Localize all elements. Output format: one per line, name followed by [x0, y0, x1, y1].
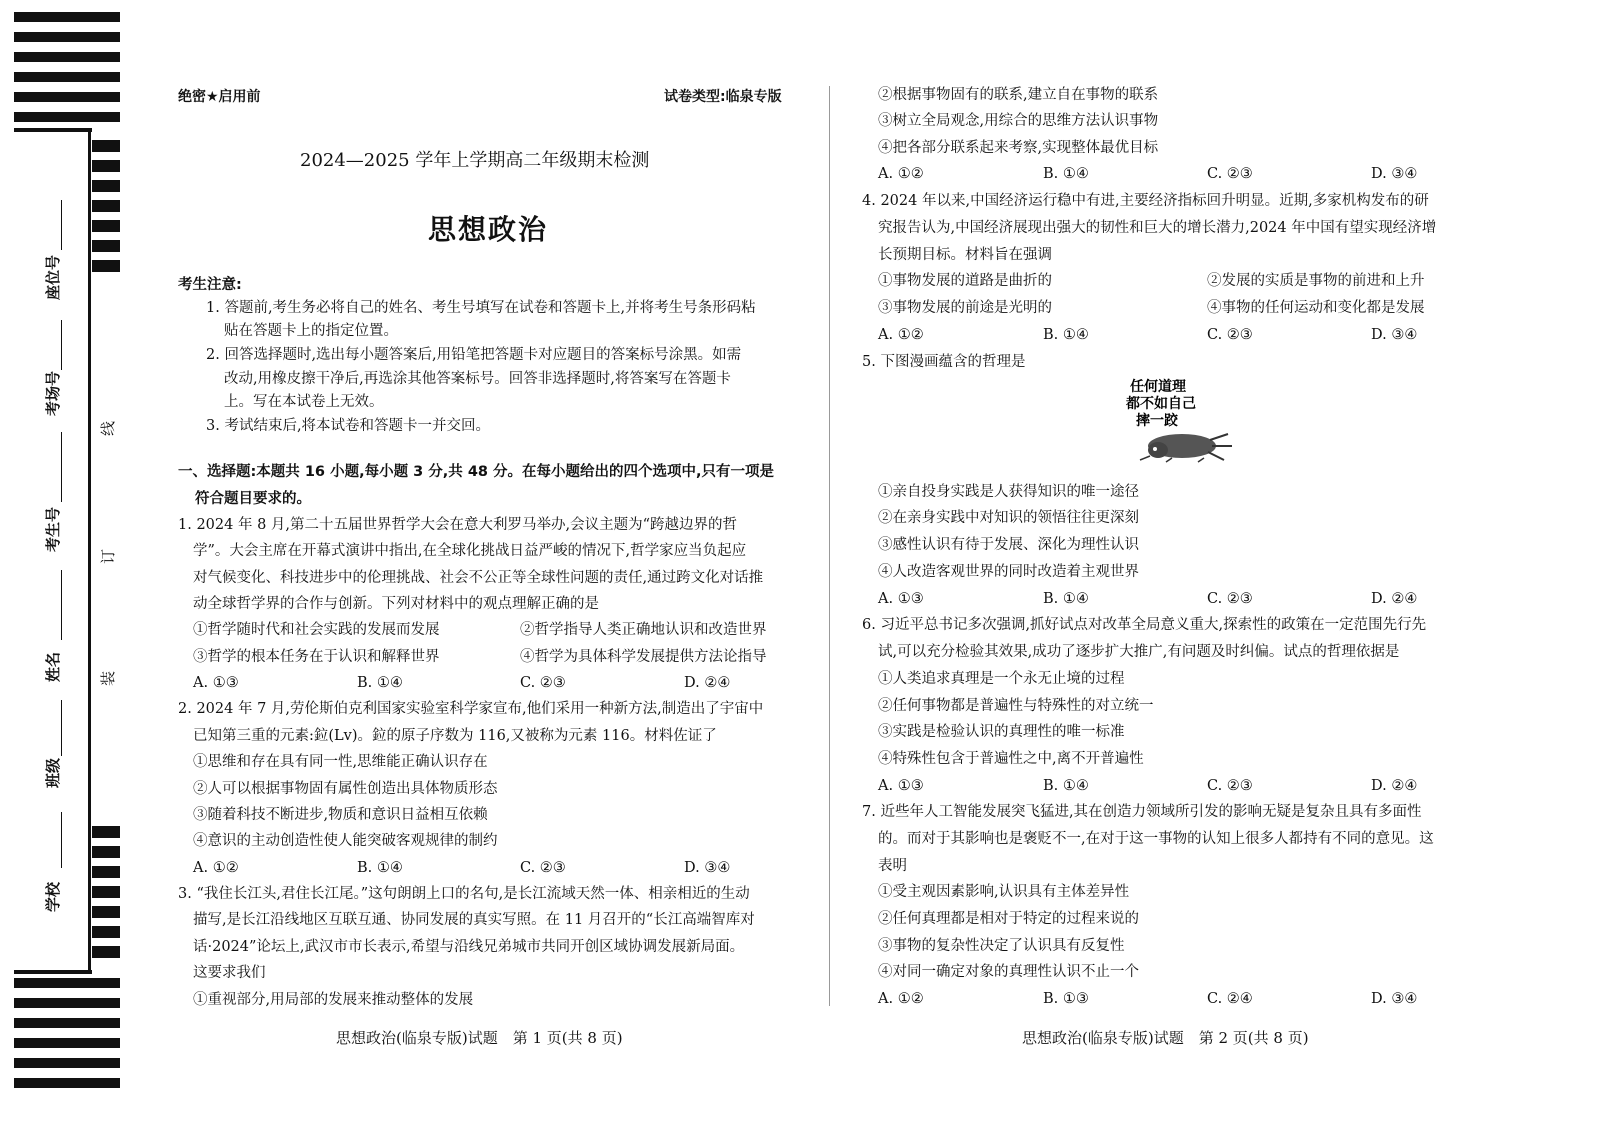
margin-bottom-connector: [14, 970, 92, 974]
question-2-choice-c: C. ②③: [520, 860, 566, 876]
question-4-line: 长预期目标。材料旨在强调: [878, 247, 1052, 263]
question-5-option: ②在亲身实践中对知识的领悟往往更深刻: [878, 510, 1139, 526]
question-6-option: ③实践是检验认识的真理性的唯一标准: [878, 724, 1125, 740]
question-3-choice-b: B. ①④: [1043, 166, 1089, 182]
question-3-choice-d: D. ③④: [1371, 166, 1418, 182]
question-4-line: 4. 2024 年以来,中国经济运行稳中有进,主要经济指标回升明显。近期,多家机构发布的研: [862, 193, 1429, 209]
question-2-line: 已知第三重的元素:鉝(Lv)。鉝的原子序数为 116,又被称为元素 116。材料佐证了: [193, 728, 717, 744]
footer-page-1: 思想政治(临泉专版)试题 第 1 页(共 8 页): [336, 1029, 623, 1047]
comic-text: 摔一跤: [1136, 413, 1178, 429]
bind-char-binding: 装: [99, 670, 118, 687]
question-5-choice-b: B. ①④: [1043, 591, 1089, 607]
seat-number-label: 座位号: [44, 254, 62, 300]
question-2-choice-b: B. ①④: [357, 860, 403, 876]
question-7-option: ③事物的复杂性决定了认识具有反复性: [878, 938, 1125, 954]
question-7-choice-b: B. ①③: [1043, 991, 1089, 1007]
question-1-line: 1. 2024 年 8 月,第二十五届世界哲学大会在意大利罗马举办,会议主题为“跨越边界的哲: [178, 517, 738, 533]
question-3-option: ①重视部分,用局部的发展来推动整体的发展: [193, 992, 474, 1008]
question-5-choice-d: D. ②④: [1371, 591, 1418, 607]
question-7-line: 的。而对于其影响也是褒贬不一,在对于这一事物的认知上很多人都持有不同的意见。这: [878, 831, 1434, 847]
question-4-option: ④事物的任何运动和变化都是发展: [1207, 300, 1425, 316]
question-5-option: ④人改造客观世界的同时改造着主观世界: [878, 564, 1139, 580]
comic-illustration: [1120, 376, 1240, 468]
question-6-choice-d: D. ②④: [1371, 778, 1418, 794]
exam-room-label: 考场号: [44, 370, 62, 416]
question-5-choice-a: A. ①③: [878, 591, 924, 607]
question-4-choice-c: C. ②③: [1207, 327, 1253, 343]
notice-line: 上。写在本试卷上无效。: [224, 394, 384, 410]
question-5-choice-c: C. ②③: [1207, 591, 1253, 607]
question-6-option: ②任何事物都是普遍性与特殊性的对立统一: [878, 698, 1154, 714]
confidential-mark: 绝密★启用前: [178, 89, 261, 105]
section-heading-cont: 符合题目要求的。: [195, 491, 311, 507]
question-2-choice-a: A. ①②: [193, 860, 239, 876]
bind-char-order: 订: [99, 548, 118, 565]
comic-text: 任何道理: [1130, 379, 1186, 395]
question-3-option: ②根据事物固有的联系,建立自在事物的联系: [878, 87, 1159, 103]
question-1-line: 动全球哲学界的合作与创新。下列对材料中的观点理解正确的是: [193, 596, 599, 612]
question-2-option: ③随着科技不断进步,物质和意识日益相互依赖: [193, 807, 488, 823]
notice-line: 改动,用橡皮擦干净后,再选涂其他答案标号。回答非选择题时,将答案写在答题卡: [224, 371, 731, 387]
class-label: 班级: [44, 757, 62, 788]
question-7-line: 7. 近些年人工智能发展突飞猛进,其在创造力领域所引发的影响无疑是复杂且具有多面性: [862, 804, 1422, 820]
question-1-option: ②哲学指导人类正确地认识和改造世界: [520, 622, 767, 638]
question-6-choice-a: A. ①③: [878, 778, 924, 794]
question-1-option: ④哲学为具体科学发展提供方法论指导: [520, 649, 767, 665]
question-4-choice-d: D. ③④: [1371, 327, 1418, 343]
question-1-choice-a: A. ①③: [193, 675, 239, 691]
question-6-choice-c: C. ②③: [1207, 778, 1253, 794]
bind-char-line: 线: [99, 420, 118, 437]
notice-line: 2. 回答选择题时,选出每小题答案后,用铅笔把答题卡对应题目的答案标号涂黑。如需: [206, 347, 742, 363]
notice-line: 1. 答题前,考生务必将自己的姓名、考生号填写在试卷和答题卡上,并将考生号条形码粘: [206, 300, 756, 316]
question-4-option: ①事物发展的道路是曲折的: [878, 273, 1052, 289]
question-7-option: ②任何真理都是相对于特定的过程来说的: [878, 911, 1139, 927]
question-5-option: ①亲自投身实践是人获得知识的唯一途径: [878, 484, 1139, 500]
question-6-option: ④特殊性包含于普遍性之中,离不开普遍性: [878, 751, 1144, 767]
subject-title: 思想政治: [428, 213, 549, 246]
question-7-line: 表明: [878, 858, 907, 874]
question-6-line: 试,可以充分检验其效果,成功了逐步扩大推广,有问题及时纠偏。试点的哲理依据是: [878, 644, 1400, 660]
question-3-option: ④把各部分联系起来考察,实现整体最优目标: [878, 140, 1159, 156]
margin-top-connector: [14, 128, 92, 132]
question-3-line: 这要求我们: [193, 965, 266, 981]
notice-heading: 考生注意:: [178, 277, 242, 293]
question-6-option: ①人类追求真理是一个永无止境的过程: [878, 671, 1125, 687]
exam-title: 2024—2025 学年上学期高二年级期末检测: [300, 150, 650, 171]
question-7-choice-a: A. ①②: [878, 991, 924, 1007]
question-3-choice-c: C. ②③: [1207, 166, 1253, 182]
question-6-choice-b: B. ①④: [1043, 778, 1089, 794]
school-label: 学校: [44, 881, 62, 912]
question-1-choice-b: B. ①④: [357, 675, 403, 691]
question-1-option: ①哲学随时代和社会实践的发展而发展: [193, 622, 440, 638]
question-1-choice-c: C. ②③: [520, 675, 566, 691]
question-1-line: 对气候变化、科技进步中的伦理挑战、社会不公正等全球性问题的责任,通过跨文化对话推: [193, 570, 764, 586]
comic-text: 都不如自己: [1126, 396, 1196, 412]
question-2-line: 2. 2024 年 7 月,劳伦斯伯克利国家实验室科学家宣布,他们采用一种新方法,制造出了宇宙中: [178, 701, 764, 717]
question-2-choice-d: D. ③④: [684, 860, 731, 876]
question-6-line: 6. 习近平总书记多次强调,抓好试点对改革全局意义重大,探索性的政策在一定范围先行先: [862, 617, 1427, 633]
page-divider: [829, 86, 830, 1006]
question-4-choice-a: A. ①②: [878, 327, 924, 343]
question-4-line: 究报告认为,中国经济展现出强大的韧性和巨大的增长潜力,2024 年中国有望实现经济增: [878, 220, 1437, 236]
question-3-choice-a: A. ①②: [878, 166, 924, 182]
name-label: 姓名: [44, 651, 62, 682]
question-3-line: 描写,是长江沿线地区互联互通、协同发展的真实写照。在 11 月召开的“长江高端智库对: [193, 912, 755, 928]
question-2-option: ①思维和存在具有同一性,思维能正确认识存在: [193, 754, 488, 770]
question-4-choice-b: B. ①④: [1043, 327, 1089, 343]
question-1-line: 学”。大会主席在开幕式演讲中指出,在全球化挑战日益严峻的情况下,哲学家应当负起应: [193, 543, 747, 559]
paper-type: 试卷类型:临泉专版: [664, 89, 782, 105]
section-heading: 一、选择题:本题共 16 小题,每小题 3 分,共 48 分。在每小题给出的四个选项中,只有一项是: [178, 464, 775, 480]
question-7-option: ④对同一确定对象的真理性认识不止一个: [878, 964, 1139, 980]
question-7-choice-c: C. ②④: [1207, 991, 1253, 1007]
notice-line: 贴在答题卡上的指定位置。: [224, 323, 398, 339]
question-5-stem: 5. 下图漫画蕴含的哲理是: [862, 354, 1026, 370]
question-3-line: 3. “我住长江头,君住长江尾。”这句朗朗上口的名句,是长江流域天然一体、相亲相近的生动: [178, 886, 750, 902]
question-7-choice-d: D. ③④: [1371, 991, 1418, 1007]
question-2-option: ②人可以根据事物固有属性创造出具体物质形态: [193, 781, 498, 797]
notice-line: 3. 考试结束后,将本试卷和答题卡一并交回。: [206, 418, 491, 434]
margin-vertical-rule: [88, 132, 91, 974]
question-1-option: ③哲学的根本任务在于认识和解释世界: [193, 649, 440, 665]
question-4-option: ②发展的实质是事物的前进和上升: [1207, 273, 1425, 289]
question-5-option: ③感性认识有待于发展、深化为理性认识: [878, 537, 1139, 553]
candidate-number-label: 考生号: [44, 506, 62, 552]
question-7-option: ①受主观因素影响,认识具有主体差异性: [878, 884, 1130, 900]
question-3-option: ③树立全局观念,用综合的思维方法认识事物: [878, 113, 1159, 129]
question-2-option: ④意识的主动创造性使人能突破客观规律的制约: [193, 833, 498, 849]
question-1-choice-d: D. ②④: [684, 675, 731, 691]
footer-page-2: 思想政治(临泉专版)试题 第 2 页(共 8 页): [1022, 1029, 1309, 1047]
question-3-line: 话·2024”论坛上,武汉市市长表示,希望与沿线兄弟城市共同开创区域协调发展新局面。: [193, 939, 745, 955]
question-4-option: ③事物发展的前途是光明的: [878, 300, 1052, 316]
